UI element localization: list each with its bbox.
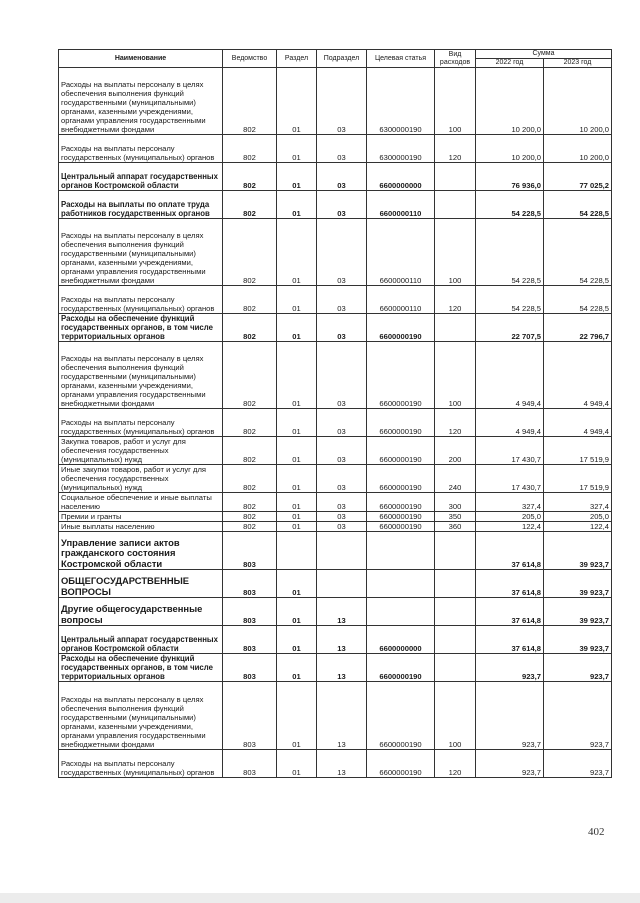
row-target: [367, 598, 435, 626]
table-row: [59, 342, 612, 409]
table-row: [59, 532, 612, 570]
row-sum-2022: 4 949,4: [476, 342, 544, 409]
row-sum-2023: 39 923,7: [544, 626, 612, 654]
row-subsection: 13: [317, 626, 367, 654]
row-kind: [435, 654, 476, 682]
row-section: 01: [277, 598, 317, 626]
row-dept: 803: [223, 570, 277, 598]
row-target: [367, 532, 435, 570]
row-dept: 802: [223, 493, 277, 512]
row-target: 6600000190: [367, 314, 435, 342]
row-subsection: 13: [317, 750, 367, 778]
row-sum-2022: 37 614,8: [476, 570, 544, 598]
row-sum-2022: 37 614,8: [476, 598, 544, 626]
row-section: 01: [277, 493, 317, 512]
header-target: Целевая статья: [367, 50, 435, 68]
row-name: Расходы на выплаты персоналу в целях обеспечения выполнения функций государственными (муниципальными) органами, казенными учреждениями, органами управления государственными внебюджетными фондами: [59, 682, 223, 750]
row-subsection: 03: [317, 135, 367, 163]
row-name: Расходы на обеспечение функций государственных органов, в том числе территориальных органов: [59, 314, 223, 342]
row-sum-2022: 10 200,0: [476, 135, 544, 163]
row-section: 01: [277, 750, 317, 778]
row-dept: 803: [223, 626, 277, 654]
row-dept: 802: [223, 437, 277, 465]
row-name: Расходы на выплаты персоналу государственных (муниципальных) органов: [59, 409, 223, 437]
row-name: Расходы на выплаты персоналу государственных (муниципальных) органов: [59, 135, 223, 163]
row-sum-2022: 923,7: [476, 654, 544, 682]
row-target: 6600000190: [367, 342, 435, 409]
row-sum-2023: 54 228,5: [544, 191, 612, 219]
row-target: 6600000190: [367, 682, 435, 750]
row-subsection: 13: [317, 654, 367, 682]
row-section: 01: [277, 409, 317, 437]
row-kind: 120: [435, 409, 476, 437]
row-sum-2023: 54 228,5: [544, 286, 612, 314]
table-row: [59, 409, 612, 437]
row-name: Закупка товаров, работ и услуг для обеспечения государственных (муниципальных) нужд: [59, 437, 223, 465]
row-kind: 200: [435, 437, 476, 465]
row-section: 01: [277, 437, 317, 465]
row-kind: 300: [435, 493, 476, 512]
row-kind: [435, 163, 476, 191]
row-kind: 120: [435, 286, 476, 314]
row-target: 6600000190: [367, 654, 435, 682]
row-section: 01: [277, 465, 317, 493]
row-kind: [435, 532, 476, 570]
row-sum-2022: 17 430,7: [476, 465, 544, 493]
row-dept: 802: [223, 219, 277, 286]
row-name: Расходы на выплаты по оплате труда работников государственных органов: [59, 191, 223, 219]
row-target: 6600000190: [367, 437, 435, 465]
row-kind: [435, 626, 476, 654]
row-sum-2023: 22 796,7: [544, 314, 612, 342]
page-number: 402: [588, 826, 605, 838]
table-row: [59, 437, 612, 465]
row-sum-2022: 122,4: [476, 522, 544, 532]
row-name: Другие общегосударственные вопросы: [59, 598, 223, 626]
row-name: Расходы на выплаты персоналу в целях обеспечения выполнения функций государственными (муниципальными) органами, казенными учреждениями, органами управления государственными внебюджетными фондами: [59, 68, 223, 135]
row-subsection: [317, 570, 367, 598]
table-row: [59, 219, 612, 286]
row-target: 6600000110: [367, 191, 435, 219]
row-target: 6600000190: [367, 522, 435, 532]
row-dept: 802: [223, 286, 277, 314]
row-name: Расходы на выплаты персоналу в целях обеспечения выполнения функций государственными (муниципальными) органами, казенными учреждениями, органами управления государственными внебюджетными фондами: [59, 219, 223, 286]
table-body: [59, 68, 612, 778]
row-sum-2023: 17 519,9: [544, 437, 612, 465]
table-row: [59, 493, 612, 512]
row-subsection: 13: [317, 682, 367, 750]
row-section: [277, 532, 317, 570]
row-target: 6600000110: [367, 286, 435, 314]
row-target: 6600000000: [367, 626, 435, 654]
row-name: Расходы на обеспечение функций государственных органов, в том числе территориальных органов: [59, 654, 223, 682]
row-kind: 350: [435, 512, 476, 522]
row-subsection: 03: [317, 163, 367, 191]
table-row: [59, 654, 612, 682]
row-sum-2022: 205,0: [476, 512, 544, 522]
row-dept: 803: [223, 598, 277, 626]
row-subsection: 03: [317, 512, 367, 522]
row-section: 01: [277, 135, 317, 163]
row-subsection: 03: [317, 314, 367, 342]
row-sum-2022: 37 614,8: [476, 532, 544, 570]
row-sum-2023: 77 025,2: [544, 163, 612, 191]
row-name: Расходы на выплаты персоналу в целях обеспечения выполнения функций государственными (муниципальными) органами, казенными учреждениями, органами управления государственными внебюджетными фондами: [59, 342, 223, 409]
row-sum-2023: 39 923,7: [544, 570, 612, 598]
table-row: [59, 682, 612, 750]
row-sum-2023: 39 923,7: [544, 598, 612, 626]
header-dept: Ведомство: [223, 50, 277, 68]
table-row: [59, 750, 612, 778]
row-kind: 120: [435, 135, 476, 163]
row-section: 01: [277, 219, 317, 286]
row-section: 01: [277, 512, 317, 522]
row-target: 6300000190: [367, 68, 435, 135]
row-kind: 120: [435, 750, 476, 778]
row-dept: 802: [223, 409, 277, 437]
budget-table: [58, 49, 612, 778]
row-section: 01: [277, 342, 317, 409]
row-section: 01: [277, 68, 317, 135]
header-sum: Сумма: [476, 50, 612, 59]
row-subsection: 03: [317, 286, 367, 314]
row-name: Управление записи актов гражданского состояния Костромской области: [59, 532, 223, 570]
row-sum-2023: 10 200,0: [544, 68, 612, 135]
row-kind: [435, 314, 476, 342]
row-sum-2022: 22 707,5: [476, 314, 544, 342]
row-name: Расходы на выплаты персоналу государственных (муниципальных) органов: [59, 750, 223, 778]
row-sum-2022: 4 949,4: [476, 409, 544, 437]
row-kind: 100: [435, 68, 476, 135]
row-subsection: 03: [317, 437, 367, 465]
row-target: [367, 570, 435, 598]
row-target: 6600000110: [367, 219, 435, 286]
header-2023: 2023 год: [544, 59, 612, 68]
row-sum-2022: 923,7: [476, 682, 544, 750]
row-dept: 802: [223, 314, 277, 342]
row-sum-2023: 122,4: [544, 522, 612, 532]
row-name: Иные выплаты населению: [59, 522, 223, 532]
row-section: 01: [277, 314, 317, 342]
row-name: ОБЩЕГОСУДАРСТВЕННЫЕ ВОПРОСЫ: [59, 570, 223, 598]
row-subsection: 03: [317, 493, 367, 512]
row-subsection: 03: [317, 409, 367, 437]
row-dept: 802: [223, 68, 277, 135]
row-sum-2023: 327,4: [544, 493, 612, 512]
row-sum-2023: 54 228,5: [544, 219, 612, 286]
row-section: 01: [277, 286, 317, 314]
table-row: [59, 626, 612, 654]
table-row: [59, 135, 612, 163]
row-sum-2022: 923,7: [476, 750, 544, 778]
row-subsection: 03: [317, 68, 367, 135]
row-kind: 240: [435, 465, 476, 493]
row-subsection: 03: [317, 342, 367, 409]
row-kind: [435, 598, 476, 626]
row-sum-2023: 4 949,4: [544, 342, 612, 409]
table-row: [59, 598, 612, 626]
row-dept: 802: [223, 191, 277, 219]
header-2022: 2022 год: [476, 59, 544, 68]
row-name: Иные закупки товаров, работ и услуг для обеспечения государственных (муниципальных) нужд: [59, 465, 223, 493]
row-sum-2022: 54 228,5: [476, 219, 544, 286]
table-row: [59, 465, 612, 493]
row-kind: 100: [435, 342, 476, 409]
row-dept: 802: [223, 135, 277, 163]
row-target: 6600000190: [367, 493, 435, 512]
table-row: [59, 68, 612, 135]
row-sum-2022: 54 228,5: [476, 286, 544, 314]
row-target: 6600000190: [367, 512, 435, 522]
row-subsection: [317, 532, 367, 570]
row-target: 6600000190: [367, 750, 435, 778]
table-row: [59, 163, 612, 191]
row-section: 01: [277, 654, 317, 682]
row-name: Центральный аппарат государственных органов Костромской области: [59, 163, 223, 191]
row-sum-2023: 923,7: [544, 750, 612, 778]
row-sum-2022: 37 614,8: [476, 626, 544, 654]
table-row: [59, 522, 612, 532]
table-row: [59, 191, 612, 219]
row-section: 01: [277, 191, 317, 219]
row-dept: 803: [223, 654, 277, 682]
row-name: Премии и гранты: [59, 512, 223, 522]
row-kind: 100: [435, 682, 476, 750]
header-subsection: Подраздел: [317, 50, 367, 68]
row-subsection: 03: [317, 522, 367, 532]
row-subsection: 03: [317, 191, 367, 219]
row-section: 01: [277, 626, 317, 654]
row-name: Социальное обеспечение и иные выплаты населению: [59, 493, 223, 512]
row-dept: 802: [223, 342, 277, 409]
row-sum-2023: 39 923,7: [544, 532, 612, 570]
row-sum-2023: 4 949,4: [544, 409, 612, 437]
row-subsection: 03: [317, 465, 367, 493]
row-subsection: 13: [317, 598, 367, 626]
row-target: 6600000000: [367, 163, 435, 191]
header-kind: Вид расходов: [435, 50, 476, 68]
table-row: [59, 286, 612, 314]
row-target: 6600000190: [367, 465, 435, 493]
row-sum-2022: 327,4: [476, 493, 544, 512]
row-sum-2022: 54 228,5: [476, 191, 544, 219]
row-name: Расходы на выплаты персоналу государственных (муниципальных) органов: [59, 286, 223, 314]
row-sum-2022: 17 430,7: [476, 437, 544, 465]
row-dept: 803: [223, 532, 277, 570]
row-sum-2022: 10 200,0: [476, 68, 544, 135]
table-row: [59, 512, 612, 522]
row-dept: 802: [223, 512, 277, 522]
row-sum-2023: 923,7: [544, 654, 612, 682]
row-kind: 360: [435, 522, 476, 532]
row-sum-2023: 205,0: [544, 512, 612, 522]
row-dept: 803: [223, 682, 277, 750]
row-dept: 802: [223, 522, 277, 532]
row-kind: [435, 570, 476, 598]
row-dept: 802: [223, 465, 277, 493]
row-dept: 802: [223, 163, 277, 191]
row-section: 01: [277, 570, 317, 598]
row-kind: [435, 191, 476, 219]
row-dept: 803: [223, 750, 277, 778]
row-sum-2023: 10 200,0: [544, 135, 612, 163]
header-name: Наименование: [59, 50, 223, 68]
row-sum-2023: 923,7: [544, 682, 612, 750]
row-sum-2023: 17 519,9: [544, 465, 612, 493]
row-sum-2022: 76 936,0: [476, 163, 544, 191]
scan-bottom-strip: [0, 893, 640, 903]
header-section: Раздел: [277, 50, 317, 68]
row-target: 6300000190: [367, 135, 435, 163]
row-section: 01: [277, 682, 317, 750]
row-kind: 100: [435, 219, 476, 286]
table-row: [59, 570, 612, 598]
row-section: 01: [277, 522, 317, 532]
table-row: [59, 314, 612, 342]
row-target: 6600000190: [367, 409, 435, 437]
row-name: Центральный аппарат государственных органов Костромской области: [59, 626, 223, 654]
row-section: 01: [277, 163, 317, 191]
row-subsection: 03: [317, 219, 367, 286]
